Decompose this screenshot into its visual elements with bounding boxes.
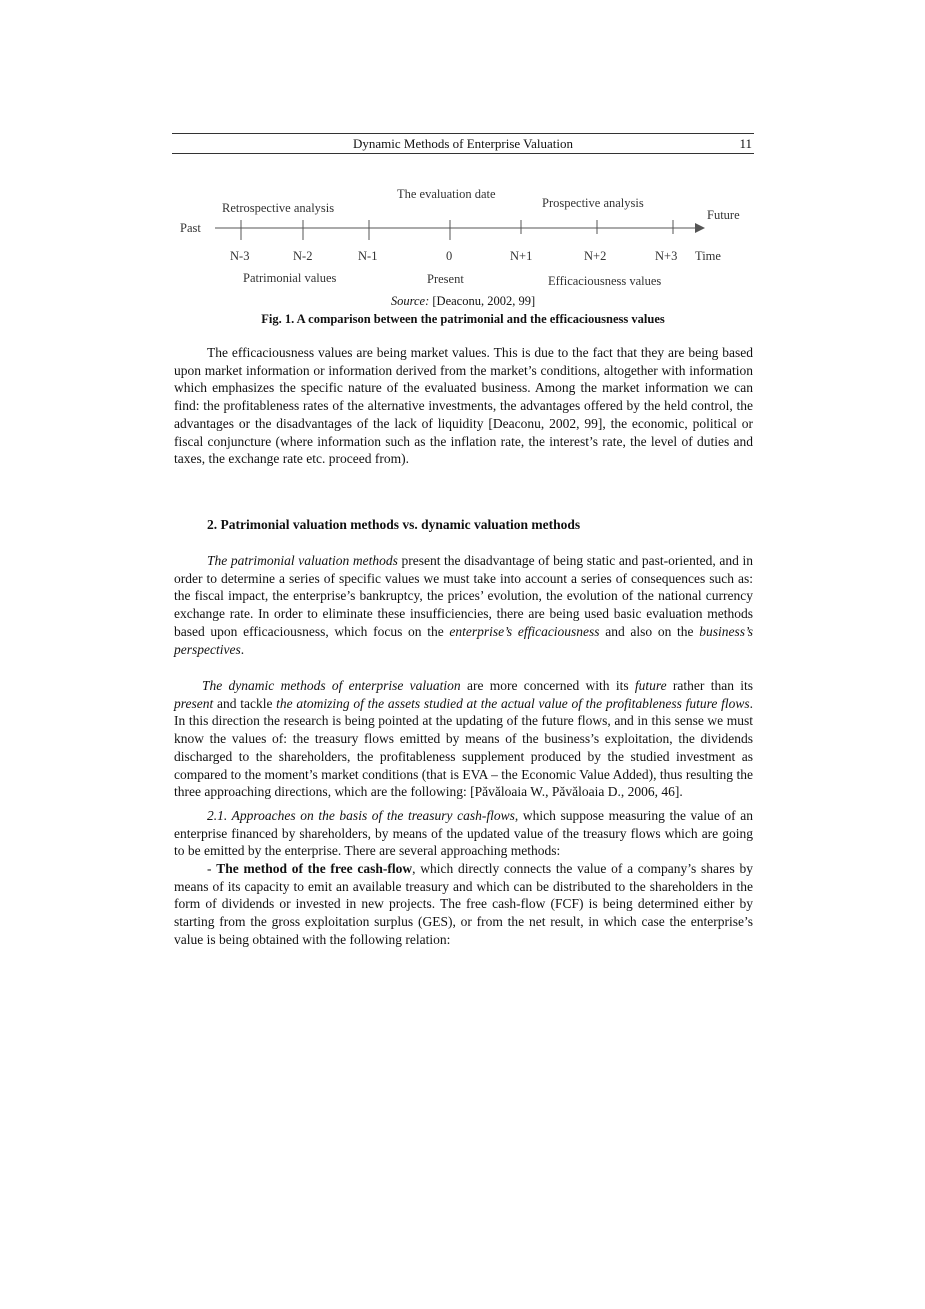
emphasis-text: The patrimonial valuation methods (207, 553, 398, 568)
figure-caption: Fig. 1. A comparison between the patrimonial and the efficaciousness values (261, 312, 665, 326)
text-run: and tackle (213, 695, 277, 711)
arrow-head-icon (695, 223, 705, 233)
text-run: and also on the (599, 623, 700, 639)
label-past: Past (180, 221, 201, 235)
label-prospective: Prospective analysis (542, 196, 644, 210)
emphasis-text: future (634, 678, 667, 693)
figure-timeline (175, 182, 755, 292)
tick-label-n-1: N-1 (358, 249, 378, 263)
text-run: , which suppose measuring the value of an enterprise financed by shareholders, by means of the updated value of the treasury flows which are going to be emitted by the enterprise. There are several approaching methods: (174, 807, 753, 859)
tick-label-0: 0 (446, 249, 453, 263)
section-heading: 2. Patrimonial valuation methods vs. dynamic valuation methods (207, 517, 581, 532)
label-patrimonial-values: Patrimonial values (243, 271, 337, 285)
text-run: , which directly connects the value of a company’s shares by means of its capacity to emit an available treasury and which can be distributed to the shareholders in the form of dividends or invested in new projects. The free cash-flow (FCF) is being determined either by starting from the gross exploitation surplus (GES), or from the net result, in which case the enterprise’s value is being obtained with the following relation: (174, 861, 753, 947)
label-present: Present (427, 272, 464, 286)
running-title: Dynamic Methods of Enterprise Valuation (353, 136, 573, 151)
label-time: Time (695, 249, 721, 263)
tick-label-n-3: N-3 (230, 249, 250, 263)
list-dash: - (207, 861, 217, 877)
paragraph-treasury-approaches (174, 807, 753, 860)
bold-term: The method of the free cash-flow (216, 861, 413, 877)
emphasis-text: 2.1. Approaches on the basis of the treasury cash-flows (207, 807, 515, 823)
text-run: . (240, 641, 245, 657)
emphasis-text: The dynamic methods of enterprise valuation (202, 678, 461, 693)
text-run: present the disadvantage of being static and past-oriented, and in order to determine a series of specific values we must take into account a series of consequences such as: the fiscal impact, the enterprise’s bankruptcy, the prices’ evolution, the evolution of the national currency exchange rate. In order to eliminate these insufficiencies, there are being used basic evaluation methods based upon efficaciousness, which focus on the (174, 553, 753, 639)
tick-label-n+3: N+3 (655, 249, 678, 263)
source-label: Source: (390, 294, 430, 308)
body-block-1 (174, 344, 753, 468)
emphasis-text: present (174, 695, 214, 711)
tick-label-n-2: N-2 (293, 249, 313, 263)
tick-label-n+1: N+1 (510, 249, 533, 263)
emphasis-text: enterprise’s efficaciousness (449, 623, 600, 639)
paragraph-patrimonial (174, 552, 753, 658)
running-header (172, 133, 754, 154)
figure-source (172, 294, 754, 309)
page-number: 11 (739, 136, 752, 151)
timeline-diagram (175, 182, 755, 292)
label-retrospective: Retrospective analysis (222, 201, 335, 215)
label-evaluation-date: The evaluation date (397, 187, 496, 201)
label-future: Future (707, 208, 740, 222)
text-run: rather than its (666, 678, 753, 693)
source-ref: [Deaconu, 2002, 99] (432, 294, 536, 308)
tick-label-n+2: N+2 (584, 249, 607, 263)
body-block-2 (174, 552, 753, 658)
emphasis-text: the atomizing of the assets studied at the actual value of the profitableness future flows (276, 695, 750, 711)
label-efficaciousness-values: Efficaciousness values (548, 274, 662, 288)
paragraph-dynamic (174, 677, 753, 801)
paragraph-free-cash-flow (174, 860, 753, 949)
body-block-3 (174, 677, 753, 949)
emphasis-text: business’s perspectives (174, 623, 754, 657)
text-run: are more concerned with its (460, 678, 635, 693)
paragraph-efficaciousness: The efficaciousness values are being market values. This is due to the fact that they are being based upon market information or information derived from the market’s conditions, altogether with information which emphasizes the specific nature of the evaluated business. Among the market information we can find: the profitableness rates of the alternative investments, the advantages offered by the held control, the advantages or the disadvantages of the lack of liquidity [Deaconu, 2002, 99], the economic, political or fiscal conjuncture (where information such as the inflation rate, the interest’s rate, the level of duties and taxes, the exchange rate etc. proceed from). (174, 345, 753, 467)
text-run: . In this direction the research is being pointed at the updating of the future flows, and in this sense we must know the values of: the treasury flows emitted by means of the business’s exploitation, the dividends discharged to the shareholders, the profitableness supplement produced by the studied investment as compared to the moment’s market conditions (that is EVA – the Economic Value Added), thus resulting the three approaching directions, which are the following: [Păvăloaia W., Păvăloaia D., 2006, 46]. (174, 695, 753, 800)
